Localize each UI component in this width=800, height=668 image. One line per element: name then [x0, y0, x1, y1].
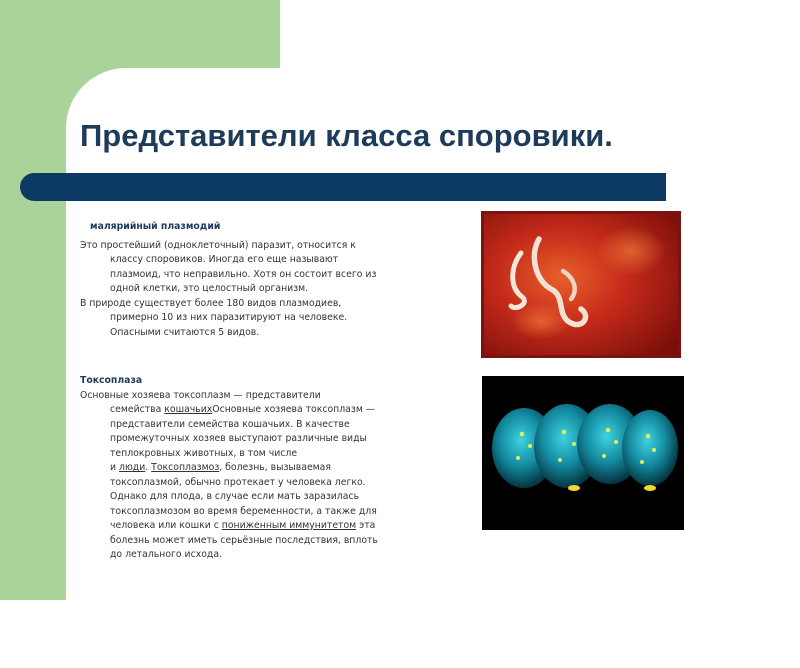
toxoplasma-text: .	[145, 462, 152, 473]
plasmodium-paragraph-line: Опасными считаются 5 видов.	[110, 326, 260, 338]
plasmodium-paragraph-line: классу споровиков. Иногда его еще называют	[110, 254, 339, 265]
toxoplasma-line: промежуточных хозяев выступают различные виды	[110, 433, 367, 444]
toxoplasma-line: представители семейства кошачьих. В качестве	[110, 418, 350, 430]
toxoplasma-line: токсоплазмозом во время беременности, а также для	[110, 505, 377, 517]
toxoplasma-text: Основные хозяева токсоплазм —	[212, 404, 376, 415]
toxoplasma-text: человека или кошки с	[110, 520, 222, 531]
toxoplasma-photo	[482, 376, 684, 530]
toxoplasma-line: болезнь может иметь серьёзные последствия, вплоть	[110, 534, 378, 546]
toxoplasma-text: семейства	[110, 404, 165, 415]
reduced-immunity-link[interactable]: пониженным иммунитетом	[221, 520, 357, 531]
plasmodium-paragraph-line: В природе существует более 180 видов плазмодиев,	[80, 297, 342, 309]
plasmodium-paragraph-line: примерно 10 из них паразитируют на человеке.	[110, 312, 348, 323]
content-panel	[66, 68, 800, 668]
plasmodium-paragraph-line: Это простейший (одноклеточный) паразит, относится к	[80, 239, 356, 251]
toxoplasma-line	[80, 519, 400, 534]
toxoplasma-heading: Токсоплаза	[80, 375, 143, 386]
toxoplasma-line	[80, 403, 400, 418]
toxoplasma-text: эта	[356, 520, 376, 531]
toxoplasma-text: , болезнь, вызываемая	[219, 462, 331, 473]
people-link[interactable]: люди	[119, 462, 146, 473]
toxoplasma-text: и	[110, 462, 119, 473]
plasmodium-text-block	[80, 220, 400, 340]
toxoplasma-line: теплокровных животных, в том числе	[110, 447, 298, 459]
toxoplasma-line: до летального исхода.	[110, 549, 222, 560]
toxoplasma-line	[80, 461, 400, 476]
plasmodium-photo	[481, 211, 681, 358]
toxoplasmosis-link[interactable]: Токсоплазмоз	[151, 462, 220, 473]
cats-link[interactable]: кошачьих	[164, 404, 213, 415]
plasmodium-paragraph-line: одной клетки, это целостный организм.	[110, 283, 309, 294]
toxoplasma-line: Основные хозяева токсоплазм — представители	[80, 389, 321, 401]
plasmodium-heading: малярийный плазмодий	[90, 221, 221, 232]
toxoplasma-line: Однако для плода, в случае если мать заразилась	[110, 491, 360, 502]
plasmodium-paragraph-line: плазмоид, что неправильно. Хотя он состоит всего из	[110, 268, 377, 280]
toxoplasma-line: токсоплазмой, обычно протекает у человека легко.	[110, 476, 366, 488]
title-rule-bar	[20, 173, 666, 201]
toxoplasma-text-block	[80, 374, 400, 563]
slide-title: Представители класса споровики.	[80, 118, 613, 153]
